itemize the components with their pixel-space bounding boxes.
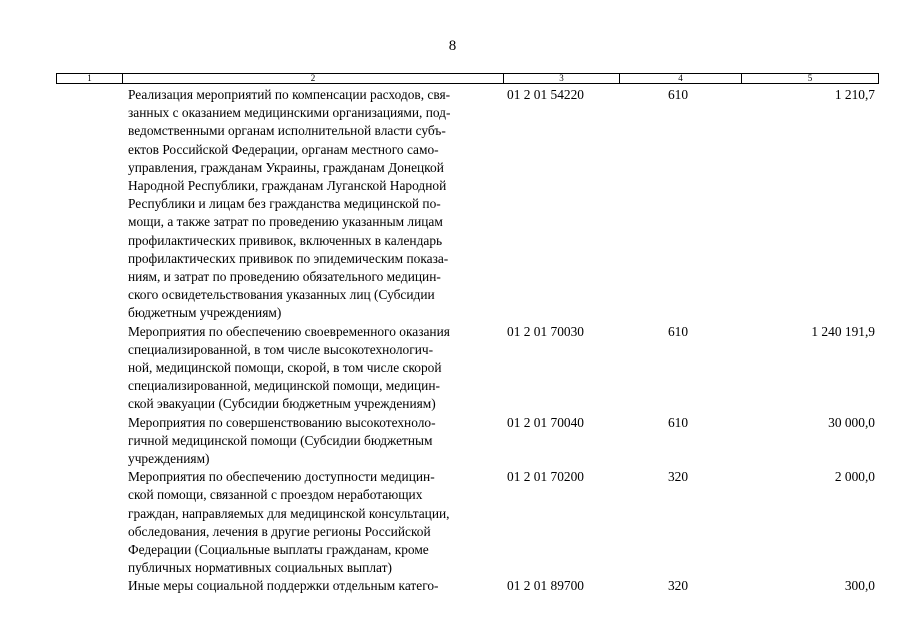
header-cell-4: 4 (620, 74, 742, 83)
page-number: 8 (448, 38, 457, 54)
table-row (0, 323, 905, 414)
description-line: ниям, и затрат по проведению обязательного медицин- (128, 269, 441, 285)
header-cell-3: 3 (504, 74, 620, 83)
description-line: ской помощи, связанной с проездом неработающих (128, 487, 423, 503)
row-amount: 300,0 (844, 578, 875, 594)
row-description (128, 86, 500, 323)
description-line: Иные меры социальной поддержки отдельным катего- (128, 578, 439, 594)
row-expense-type: 320 (667, 469, 689, 485)
description-line: занных с оказанием медицинскими организациями, под- (128, 105, 451, 121)
description-line: граждан, направляемых для медицинской консультации, (128, 505, 450, 521)
description-line: ведомственными органам исполнительной власти субъ- (128, 123, 446, 139)
header-cell-5: 5 (807, 73, 813, 83)
row-expense-type: 610 (667, 87, 689, 102)
description-line: учреждениям) (128, 451, 210, 467)
table-row (0, 414, 905, 469)
table-row (0, 577, 905, 595)
description-line: гичной медицинской помощи (Субсидии бюджетным (128, 432, 433, 448)
description-line: Мероприятия по совершенствованию высокотехноло- (128, 414, 436, 430)
table-header (56, 73, 879, 84)
description-line: ского освидетельствования указанных лиц (Субсидии (128, 287, 435, 303)
description-line: Республики и лицам без гражданства медицинской по- (128, 196, 441, 212)
row-amount: 2 000,0 (834, 469, 875, 485)
description-line: Мероприятия по обеспечению доступности медицин- (128, 469, 435, 485)
header-cell-2: 2 (123, 74, 504, 83)
table-body (0, 86, 905, 596)
description-line: специализированной, в том числе высокотехнологич- (128, 341, 434, 357)
row-amount: 30 000,0 (828, 414, 875, 430)
description-line: Народной Республики, гражданам Луганской Народной (128, 178, 447, 194)
row-expense-type: 320 (667, 578, 689, 594)
description-line: бюджетным учреждениям) (128, 305, 282, 321)
description-line: мощи, а также затрат по проведению указанным лицам (128, 214, 443, 230)
row-description (128, 323, 500, 414)
row-code: 01 2 01 54220 (507, 87, 584, 102)
header-cell-1: 1 (57, 74, 123, 83)
table-row (0, 468, 905, 577)
row-expense-type: 610 (667, 323, 689, 339)
description-line: профилактических прививок, включенных в календарь (128, 232, 443, 248)
table-row (0, 86, 905, 323)
row-code: 01 2 01 70200 (507, 469, 584, 485)
description-line: ектов Российской Федерации, органам местного само- (128, 141, 439, 157)
description-line: ской эвакуации (Субсидии бюджетным учреждениям) (128, 396, 436, 412)
description-line: ной, медицинской помощи, скорой, в том числе скорой (128, 360, 442, 376)
description-line: специализированной, медицинской помощи, медицин- (128, 378, 440, 394)
description-line: Федерации (Социальные выплаты гражданам, кроме (128, 542, 429, 558)
description-line: обследования, лечения в другие регионы Российской (128, 523, 431, 539)
row-code: 01 2 01 89700 (507, 578, 584, 594)
description-line: Реализация мероприятий по компенсации расходов, свя- (128, 87, 451, 102)
description-line: профилактических прививок по эпидемическим показа- (128, 250, 449, 266)
description-line: управления, гражданам Украины, гражданам Донецкой (128, 159, 444, 175)
row-description (128, 468, 500, 577)
row-description (128, 414, 500, 469)
description-line: Мероприятия по обеспечению своевременного оказания (128, 323, 450, 339)
row-code: 01 2 01 70030 (507, 323, 584, 339)
row-expense-type: 610 (667, 414, 689, 430)
row-amount: 1 210,7 (834, 87, 875, 102)
description-line: публичных нормативных социальных выплат) (128, 560, 392, 576)
row-description (128, 577, 500, 595)
row-amount: 1 240 191,9 (811, 323, 875, 339)
row-code: 01 2 01 70040 (507, 414, 584, 430)
